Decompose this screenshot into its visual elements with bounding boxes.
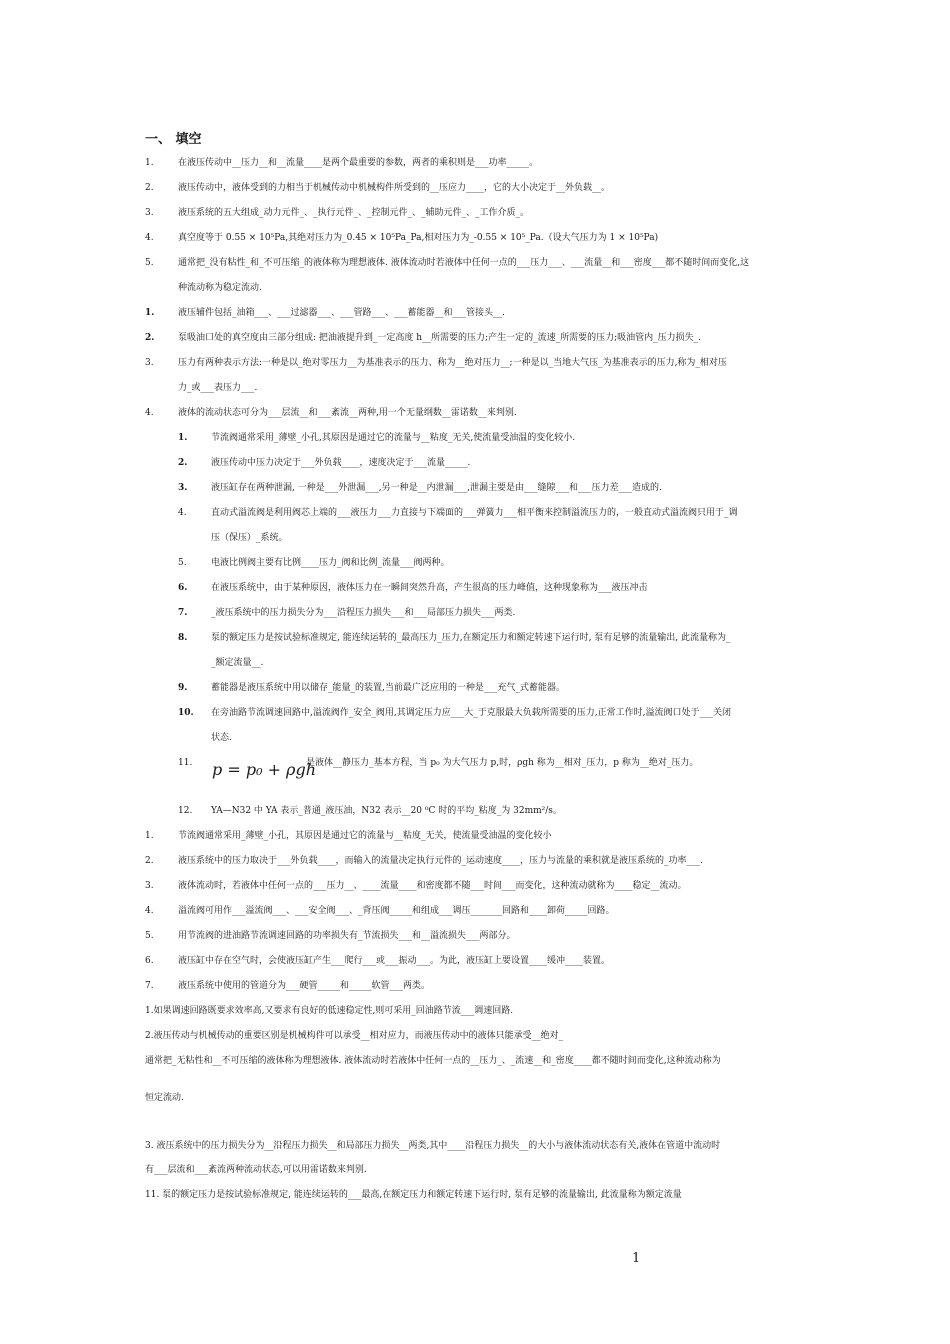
item-number: 4. [145, 906, 154, 916]
item-text: _额定流量__. [211, 658, 264, 668]
item-text: 电液比例阀主要有比例____压力_阀和比例_流量___阀两种。 [211, 558, 450, 568]
item-number: 5. [178, 558, 187, 568]
item-number: 3. [145, 358, 154, 368]
answer-paragraph: 1.如果调速回路既要求效率高,又要求有良好的低速稳定性,则可采用_回油路节流___调速回路. [145, 1006, 514, 1016]
item-number: 10. [178, 708, 194, 718]
item-text: 压力有两种表示方法:一种是以_绝对零压力__为基准表示的压力、称为__绝对压力__;一种是以_当地大气压_为基准表示的压力,称为_相对压 [178, 358, 727, 368]
item-text: YA—N32 中 YA 表示_普通_液压油，N32 表示__20 ⁰C 时的平均_粘度_为 32mm²/s。 [211, 806, 562, 816]
item-number: 4. [145, 408, 154, 418]
answer-paragraph: 通常把_无粘性和__不可压缩的液体称为理想液体. 液体流动时若液体中任何一点的__压力_、_流速__和_密度____都不随时间而变化,这种流动称为 [145, 1056, 721, 1066]
item-number: 4. [145, 233, 154, 243]
item-text: 液压传动中，液体受到的力相当于机械传动中机械构件所受到的__压应力____，它的大小决定于__外负载__。 [178, 183, 611, 193]
item-text: 节流阀通常采用_薄壁_小孔,其原因是通过它的流量与__粘度_无关,使流量受油温的变化较小. [211, 433, 576, 443]
hydrostatic-formula: p = p₀ + ρgh [212, 760, 317, 779]
item-number: 2. [145, 856, 154, 866]
item-text: 泵的额定压力是按试验标准规定, 能连续运转的_最高压力_压力,在额定压力和额定转速下运行时, 泵有足够的流量输出, 此流量称为_ [211, 633, 731, 643]
item-text: 液体的流动状态可分为___层流__和___紊流__两种,用一个无量纲数__雷诺数__来判别. [178, 408, 517, 418]
item-number: 2. [178, 458, 188, 468]
item-number: 3. [178, 483, 188, 493]
item-number: 1. [145, 831, 154, 841]
answer-paragraph: 11. 泵的额定压力是按试验标准规定, 能连续运转的___最高,在额定压力和额定转速下运行时, 泵有足够的流量输出, 此流量称为额定流量 [145, 1190, 682, 1200]
answer-paragraph: 3. 液压系统中的压力损失分为__沿程压力损失__和局部压力损失__两类,其中____沿程压力损失__的大小与液体流动状态有关,液体在管道中流动时 [145, 1141, 721, 1151]
item-text: 液压系统的五大组成_动力元件_、_执行元件_、_控制元件_、_辅助元件_、_工作介质_。 [178, 208, 530, 218]
item-number: 6. [178, 583, 188, 593]
item-text: 用节流阀的进油路节流调速回路的功率损失有_节流损失___和__溢流损失___两部分。 [178, 931, 516, 941]
item-number: 5. [145, 931, 154, 941]
item-text: 液压缸中存在空气时，会使液压缸产生___爬行___或___振动___。为此，液压缸上要设置____缓冲____装置。 [178, 956, 611, 966]
item-text: _液压系统中的压力损失分为___沿程压力损失___和___局部压力损失___两类. [211, 608, 516, 618]
item-text: 液压传动中压力决定于___外负载____，速度决定于___流量_____. [211, 458, 471, 468]
item-text: 在旁油路节流调速回路中,溢流阀作_安全_阀用,其调定压力应___大_于克服最大负载所需要的压力,正常工作时,溢流阀口处于___关闭 [211, 708, 731, 718]
item-text: 液压辅件包括_油箱___、___过滤器___、___管路___、___蓄能器__和___管接头__. [178, 308, 505, 318]
item-number: 1. [145, 158, 154, 168]
item-number: 11. [178, 758, 193, 768]
answer-paragraph: 恒定流动. [145, 1093, 184, 1103]
item-text: 液压缸存在两种泄漏, 一种是___外泄漏___,另一种是__内泄漏___,泄漏主要是由___缝隙___和___压力差___造成的. [211, 483, 662, 493]
item-text: 在液压系统中，由于某种原因，液体压力在一瞬间突然升高，产生很高的压力峰值，这种现象称为___液压冲击 [211, 583, 648, 593]
item-text: 种流动称为稳定流动. [178, 283, 262, 293]
item-number: 2. [145, 333, 155, 343]
item-text: 液压系统中使用的管道分为___硬管_____和_____软管___两类。 [178, 981, 431, 991]
item-text: 直动式溢流阀是利用阀芯上端的___液压力___力直接与下端面的___弹簧力___相平衡来控制溢流压力的，一般直动式溢流阀只用于_调 [211, 508, 738, 518]
item-text: 节流阀通常采用_薄壁_小孔，其原因是通过它的流量与__粘度_无关，使流量受油温的变化较小 [178, 831, 552, 841]
item-number: 3. [145, 208, 154, 218]
item-number: 12. [178, 806, 193, 816]
answer-paragraph: 有___层流和___紊流两种流动状态,可以用雷诺数来判别. [145, 1165, 367, 1175]
item-text: 液压系统中的压力取决于___外负载____，而输入的流量决定执行元件的_运动速度____，压力与流量的乘积就是液压系统的_功率___. [178, 856, 703, 866]
item-number: 4. [178, 508, 187, 518]
section-heading: 一、 填空 [145, 132, 202, 147]
item-number: 1. [178, 433, 188, 443]
item-text: 是液体__静压力_基本方程，当 p₀ 为大气压力 p,时，ρgh 称为__相对_压力，p 称为__绝对_压力。 [306, 758, 699, 768]
answer-paragraph: 2.液压传动与机械传动的重要区别是机械构件可以承受__相对应力，而液压传动中的液体只能承受__绝对_ [145, 1031, 564, 1041]
item-text: 液体流动时，若液体中任何一点的___压力__、____流量____和密度都不随___时间___而变化，这种流动就称为____稳定__流动。 [178, 881, 687, 891]
item-text: 力_或___表压力___. [178, 383, 258, 393]
item-text: 真空度等于 0.55 × 10⁵Pa,其绝对压力为_0.45 × 10⁵Pa_Pa,相对压力为_-0.55 × 10⁵_Pa.（设大气压力为 1 × 10⁵Pa) [178, 233, 659, 243]
page-number: 1 [632, 1251, 641, 1266]
item-text: 通常把_没有粘性_和_不可压缩_的液体称为理想液体. 液体流动时若液体中任何一点的___压力___、___流量__和___密度___都不随时间而变化,这 [178, 258, 750, 268]
item-number: 2. [145, 183, 154, 193]
item-number: 9. [178, 683, 188, 693]
item-text: 泵吸油口处的真空度由三部分组成: 把油液提升到_一定高度 h__所需要的压力;产生一定的_流速_所需要的压力;吸油管内_压力损失_. [178, 333, 701, 343]
item-text: 蓄能器是液压系统中用以储存_能量_的装置,当前最广泛应用的一种是___充气_式蓄能器。 [211, 683, 565, 693]
item-number: 7. [145, 981, 154, 991]
item-number: 3. [145, 881, 154, 891]
item-text: 溢流阀可用作___溢流阀___、___安全阀___、_背压阀_____和组成___调压_______回路和____卸荷_____回路。 [178, 906, 615, 916]
item-number: 5. [145, 258, 154, 268]
item-number: 7. [178, 608, 188, 618]
item-text: 状态. [211, 733, 232, 743]
item-text: 压（保压）_系统。 [211, 533, 288, 543]
item-number: 8. [178, 633, 188, 643]
item-number: 1. [145, 308, 155, 318]
item-text: 在液压传动中__压力__和__流量____是两个最重要的参数，两者的乘积则是___功率_____。 [178, 158, 539, 168]
item-number: 6. [145, 956, 154, 966]
